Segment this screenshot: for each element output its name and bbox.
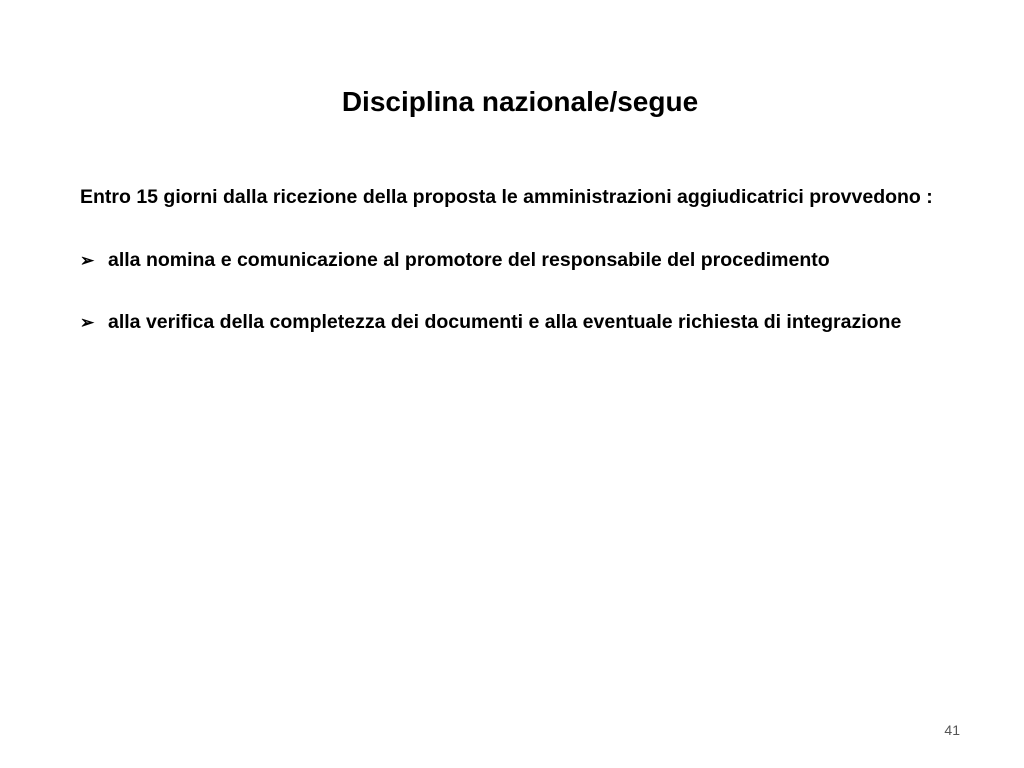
slide-content bbox=[80, 185, 936, 372]
arrow-bullet-icon: ➢ bbox=[80, 251, 95, 270]
page-number: 41 bbox=[944, 722, 960, 738]
bullet-text: alla nomina e comunicazione al promotore del responsabile del procedimento bbox=[108, 249, 830, 271]
bullet-item-verifica bbox=[80, 310, 936, 335]
intro-paragraph: Entro 15 giorni dalla ricezione della proposta le amministrazioni aggiudicatrici provvedono : bbox=[80, 186, 933, 208]
arrow-bullet-icon: ➢ bbox=[80, 313, 95, 332]
bullet-item-nomina bbox=[80, 248, 936, 273]
bullet-text: alla verifica della completezza dei documenti e alla eventuale richiesta di integrazione bbox=[108, 311, 902, 333]
slide-title: Disciplina nazionale/segue bbox=[341, 86, 699, 117]
